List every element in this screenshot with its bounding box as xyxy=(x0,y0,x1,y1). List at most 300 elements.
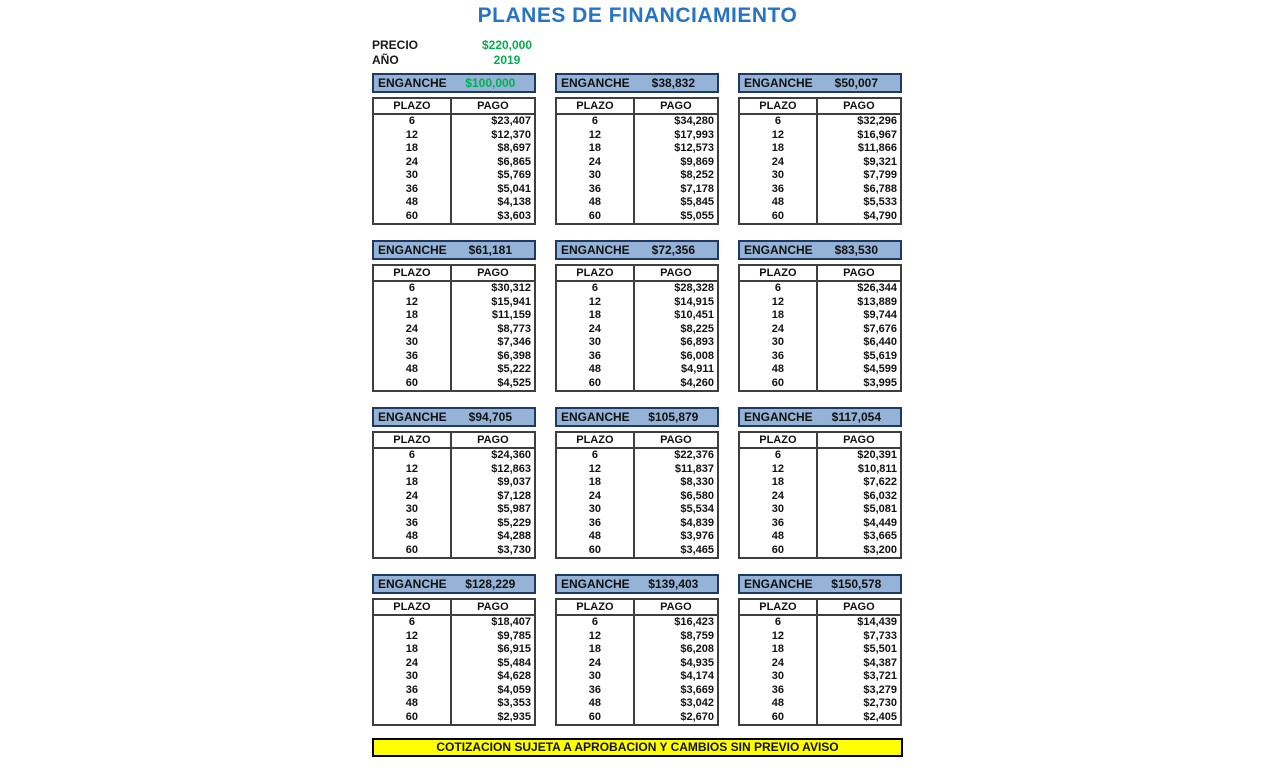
plazo-cell: 48 xyxy=(556,530,634,544)
pago-column-header: PAGO xyxy=(817,599,901,615)
plazo-cell: 36 xyxy=(739,183,817,197)
plazo-cell: 18 xyxy=(739,476,817,490)
pago-cell: $20,391 xyxy=(857,449,897,461)
payment-row xyxy=(556,309,718,323)
pago-cell: $11,159 xyxy=(491,309,531,321)
payment-table xyxy=(738,97,902,225)
enganche-value: $150,578 xyxy=(831,577,882,591)
payment-row xyxy=(373,657,535,671)
payment-row xyxy=(739,670,901,684)
payment-row xyxy=(556,142,718,156)
plazo-cell: 18 xyxy=(556,476,634,490)
payment-row xyxy=(556,169,718,183)
payment-row xyxy=(373,615,535,630)
plazo-cell: 18 xyxy=(556,643,634,657)
plazo-cell: 30 xyxy=(739,336,817,350)
payment-row xyxy=(373,448,535,463)
payment-table-header-row xyxy=(556,432,718,448)
enganche-value: $72,356 xyxy=(651,243,696,257)
plazo-cell: 30 xyxy=(373,503,451,517)
pago-cell: $15,941 xyxy=(491,295,531,308)
payment-row xyxy=(556,210,718,225)
pago-column-header: PAGO xyxy=(451,599,535,615)
payment-row xyxy=(373,114,535,129)
pago-cell: $4,387 xyxy=(863,656,897,669)
plazo-cell: 36 xyxy=(373,183,451,197)
payment-row xyxy=(556,684,718,698)
payment-row xyxy=(556,657,718,671)
payment-row xyxy=(556,503,718,517)
enganche-value: $100,000 xyxy=(465,76,516,90)
pago-cell: $14,915 xyxy=(674,295,714,308)
pago-cell: $16,423 xyxy=(674,616,714,628)
enganche-value: $61,181 xyxy=(468,243,513,257)
payment-row xyxy=(739,517,901,531)
plazo-column-header: PLAZO xyxy=(556,599,634,615)
payment-table xyxy=(555,431,719,559)
price-year-info xyxy=(372,37,903,67)
pago-cell: $6,580 xyxy=(680,489,714,502)
pago-cell: $17,993 xyxy=(674,128,714,141)
pago-cell: $7,733 xyxy=(863,629,897,642)
enganche-label: ENGANCHE xyxy=(561,577,630,591)
payment-row xyxy=(556,530,718,544)
enganche-header xyxy=(555,240,719,260)
payment-row xyxy=(739,530,901,544)
payment-row xyxy=(739,129,901,143)
plazo-cell: 30 xyxy=(373,670,451,684)
payment-row xyxy=(556,363,718,377)
plazo-cell: 30 xyxy=(556,503,634,517)
pago-cell: $6,398 xyxy=(497,349,531,362)
plazo-cell: 60 xyxy=(739,711,817,726)
plazo-cell: 24 xyxy=(373,323,451,337)
pago-cell: $6,032 xyxy=(863,489,897,502)
plazo-cell: 18 xyxy=(373,309,451,323)
plazo-cell: 12 xyxy=(556,296,634,310)
payment-row xyxy=(739,281,901,296)
payment-row xyxy=(373,503,535,517)
plazo-cell: 48 xyxy=(556,697,634,711)
plazo-cell: 18 xyxy=(739,142,817,156)
enganche-label: ENGANCHE xyxy=(744,76,813,90)
enganche-header xyxy=(738,574,902,594)
plazo-cell: 36 xyxy=(556,183,634,197)
payment-row xyxy=(556,476,718,490)
payment-row xyxy=(556,630,718,644)
page-title: PLANES DE FINANCIAMIENTO xyxy=(477,4,798,27)
enganche-label: ENGANCHE xyxy=(744,577,813,591)
payment-row xyxy=(739,615,901,630)
plazo-cell: 18 xyxy=(739,309,817,323)
pago-cell: $6,440 xyxy=(863,336,897,348)
plan-block xyxy=(372,73,536,225)
plazo-column-header: PLAZO xyxy=(556,98,634,114)
payment-row xyxy=(739,336,901,350)
payment-row xyxy=(556,670,718,684)
payment-row xyxy=(373,544,535,559)
payment-row xyxy=(556,544,718,559)
enganche-label: ENGANCHE xyxy=(378,76,447,90)
pago-cell: $5,055 xyxy=(680,209,714,222)
plazo-column-header: PLAZO xyxy=(556,265,634,281)
pago-cell: $12,370 xyxy=(491,128,531,141)
enganche-header xyxy=(372,574,536,594)
payment-table xyxy=(555,97,719,225)
pago-cell: $8,225 xyxy=(680,322,714,335)
enganche-header xyxy=(738,240,902,260)
plazo-cell: 30 xyxy=(556,169,634,183)
payment-row xyxy=(373,463,535,477)
payment-row xyxy=(739,711,901,726)
pago-column-header: PAGO xyxy=(817,432,901,448)
plazo-cell: 12 xyxy=(373,296,451,310)
plazo-cell: 6 xyxy=(373,114,451,129)
plazo-cell: 36 xyxy=(556,517,634,531)
enganche-value: $38,832 xyxy=(651,76,696,90)
plazo-cell: 24 xyxy=(739,657,817,671)
pago-cell: $3,669 xyxy=(680,683,714,696)
enganche-header xyxy=(555,407,719,427)
enganche-value: $50,007 xyxy=(834,76,879,90)
payment-row xyxy=(739,156,901,170)
plazo-cell: 24 xyxy=(556,657,634,671)
pago-cell: $7,622 xyxy=(863,476,897,488)
plazo-column-header: PLAZO xyxy=(373,98,451,114)
payment-row xyxy=(373,309,535,323)
plazo-cell: 6 xyxy=(739,114,817,129)
enganche-value: $94,705 xyxy=(468,410,513,424)
pago-column-header: PAGO xyxy=(451,432,535,448)
plazo-column-header: PLAZO xyxy=(556,432,634,448)
pago-cell: $5,619 xyxy=(863,349,897,362)
plazo-cell: 24 xyxy=(556,323,634,337)
enganche-header xyxy=(738,73,902,93)
plazo-cell: 36 xyxy=(556,350,634,364)
plan-block xyxy=(372,407,536,559)
pago-cell: $8,773 xyxy=(497,322,531,335)
plazo-cell: 60 xyxy=(373,210,451,225)
pago-cell: $9,037 xyxy=(497,476,531,488)
pago-cell: $3,042 xyxy=(680,697,714,709)
pago-cell: $4,449 xyxy=(863,516,897,529)
plan-block xyxy=(372,574,536,726)
plazo-cell: 12 xyxy=(556,630,634,644)
pago-cell: $9,785 xyxy=(497,629,531,642)
pago-cell: $5,769 xyxy=(497,169,531,181)
plan-block xyxy=(555,73,719,225)
pago-cell: $3,279 xyxy=(863,683,897,696)
plazo-cell: 12 xyxy=(739,463,817,477)
payment-row xyxy=(739,476,901,490)
payment-table-header-row xyxy=(373,98,535,114)
payment-table xyxy=(372,97,536,225)
plazo-cell: 6 xyxy=(556,615,634,630)
plazo-cell: 12 xyxy=(373,129,451,143)
payment-row xyxy=(556,463,718,477)
pago-cell: $4,839 xyxy=(680,516,714,529)
payment-row xyxy=(739,142,901,156)
plazo-cell: 24 xyxy=(556,490,634,504)
plazo-cell: 36 xyxy=(373,350,451,364)
payment-table-header-row xyxy=(556,599,718,615)
plazo-cell: 36 xyxy=(739,517,817,531)
pago-cell: $9,321 xyxy=(863,155,897,168)
plazo-cell: 12 xyxy=(739,630,817,644)
plazo-cell: 6 xyxy=(739,281,817,296)
payment-row xyxy=(556,711,718,726)
plazo-cell: 48 xyxy=(373,363,451,377)
payment-row xyxy=(739,114,901,129)
payment-row xyxy=(739,448,901,463)
pago-cell: $8,759 xyxy=(680,629,714,642)
pago-cell: $8,252 xyxy=(680,169,714,181)
pago-cell: $7,128 xyxy=(497,489,531,502)
plazo-cell: 6 xyxy=(556,114,634,129)
plazo-cell: 12 xyxy=(373,630,451,644)
plan-block xyxy=(738,407,902,559)
pago-cell: $5,081 xyxy=(863,503,897,515)
plazo-cell: 24 xyxy=(739,490,817,504)
pago-cell: $3,976 xyxy=(680,530,714,542)
plazo-cell: 30 xyxy=(739,503,817,517)
payment-table xyxy=(555,598,719,726)
payment-table-header-row xyxy=(556,98,718,114)
plazo-cell: 36 xyxy=(556,684,634,698)
pago-cell: $9,744 xyxy=(863,309,897,321)
plazo-cell: 18 xyxy=(373,643,451,657)
pago-cell: $6,208 xyxy=(680,643,714,655)
pago-cell: $24,360 xyxy=(491,449,531,461)
plazo-cell: 60 xyxy=(373,711,451,726)
payment-table xyxy=(738,264,902,392)
pago-cell: $8,697 xyxy=(497,142,531,154)
payment-row xyxy=(556,296,718,310)
enganche-label: ENGANCHE xyxy=(561,410,630,424)
plans-grid xyxy=(372,73,903,726)
payment-row xyxy=(739,350,901,364)
pago-cell: $16,967 xyxy=(857,128,897,141)
pago-cell: $23,407 xyxy=(491,115,531,127)
pago-column-header: PAGO xyxy=(817,265,901,281)
payment-row xyxy=(739,377,901,392)
pago-cell: $3,465 xyxy=(680,543,714,556)
plan-block xyxy=(555,574,719,726)
enganche-label: ENGANCHE xyxy=(378,577,447,591)
payment-row xyxy=(739,363,901,377)
anio-row xyxy=(372,52,903,67)
pago-cell: $13,889 xyxy=(857,295,897,308)
plazo-cell: 48 xyxy=(373,697,451,711)
pago-cell: $7,676 xyxy=(863,322,897,335)
payment-row xyxy=(373,210,535,225)
enganche-label: ENGANCHE xyxy=(744,410,813,424)
plazo-cell: 18 xyxy=(556,142,634,156)
anio-value: 2019 xyxy=(493,52,521,67)
pago-cell: $2,670 xyxy=(680,710,714,723)
pago-cell: $10,811 xyxy=(857,462,897,475)
plazo-cell: 12 xyxy=(739,296,817,310)
payment-table xyxy=(372,264,536,392)
enganche-value: $128,229 xyxy=(465,577,516,591)
pago-cell: $8,330 xyxy=(680,476,714,488)
pago-cell: $3,995 xyxy=(863,376,897,389)
payment-table xyxy=(738,598,902,726)
pago-cell: $4,059 xyxy=(497,683,531,696)
payment-row xyxy=(556,196,718,210)
pago-cell: $4,911 xyxy=(680,363,714,375)
plazo-cell: 30 xyxy=(739,670,817,684)
pago-column-header: PAGO xyxy=(634,432,718,448)
enganche-value: $139,403 xyxy=(648,577,699,591)
pago-cell: $22,376 xyxy=(674,449,714,461)
plazo-column-header: PLAZO xyxy=(373,265,451,281)
payment-table xyxy=(738,431,902,559)
plan-block xyxy=(555,240,719,392)
payment-row xyxy=(556,281,718,296)
payment-row xyxy=(556,448,718,463)
plazo-cell: 60 xyxy=(373,377,451,392)
enganche-header xyxy=(738,407,902,427)
plazo-cell: 6 xyxy=(556,448,634,463)
payment-row xyxy=(373,643,535,657)
plan-block xyxy=(738,73,902,225)
payment-row xyxy=(373,281,535,296)
payment-row xyxy=(739,210,901,225)
pago-cell: $4,599 xyxy=(863,363,897,375)
plazo-cell: 24 xyxy=(373,657,451,671)
plazo-column-header: PLAZO xyxy=(739,98,817,114)
pago-cell: $4,138 xyxy=(497,196,531,208)
payment-row xyxy=(739,196,901,210)
plazo-cell: 36 xyxy=(739,684,817,698)
pago-cell: $6,915 xyxy=(497,643,531,655)
payment-row xyxy=(373,630,535,644)
plazo-cell: 60 xyxy=(556,544,634,559)
payment-row xyxy=(739,503,901,517)
plazo-cell: 12 xyxy=(373,463,451,477)
payment-row xyxy=(739,630,901,644)
payment-row xyxy=(373,377,535,392)
plazo-cell: 60 xyxy=(556,711,634,726)
precio-value: $220,000 xyxy=(481,37,533,52)
plazo-cell: 24 xyxy=(739,323,817,337)
plazo-cell: 6 xyxy=(739,448,817,463)
enganche-label: ENGANCHE xyxy=(561,243,630,257)
plan-block xyxy=(738,240,902,392)
pago-cell: $4,525 xyxy=(497,376,531,389)
plazo-cell: 24 xyxy=(556,156,634,170)
pago-cell: $4,790 xyxy=(863,209,897,222)
plazo-cell: 60 xyxy=(556,210,634,225)
plazo-cell: 30 xyxy=(739,169,817,183)
plazo-cell: 12 xyxy=(556,463,634,477)
payment-row xyxy=(739,643,901,657)
pago-cell: $3,730 xyxy=(497,543,531,556)
plazo-column-header: PLAZO xyxy=(739,265,817,281)
payment-row xyxy=(739,309,901,323)
enganche-label: ENGANCHE xyxy=(561,76,630,90)
enganche-value: $105,879 xyxy=(648,410,699,424)
plazo-cell: 36 xyxy=(373,517,451,531)
pago-cell: $10,451 xyxy=(674,309,714,321)
disclaimer-banner: COTIZACION SUJETA A APROBACION Y CAMBIOS SIN PREVIO AVISO xyxy=(372,738,903,757)
payment-row xyxy=(373,476,535,490)
enganche-header xyxy=(555,73,719,93)
pago-column-header: PAGO xyxy=(451,265,535,281)
enganche-header xyxy=(372,407,536,427)
enganche-header xyxy=(372,240,536,260)
plazo-cell: 48 xyxy=(739,196,817,210)
pago-cell: $4,174 xyxy=(680,670,714,682)
pago-cell: $7,178 xyxy=(680,182,714,195)
pago-column-header: PAGO xyxy=(634,599,718,615)
payment-row xyxy=(556,114,718,129)
payment-table-header-row xyxy=(739,432,901,448)
pago-column-header: PAGO xyxy=(451,98,535,114)
pago-cell: $11,837 xyxy=(674,462,714,475)
plazo-cell: 60 xyxy=(556,377,634,392)
payment-row xyxy=(739,183,901,197)
payment-row xyxy=(739,169,901,183)
payment-row xyxy=(373,323,535,337)
pago-cell: $26,344 xyxy=(857,282,897,294)
plazo-cell: 48 xyxy=(373,530,451,544)
payment-table-header-row xyxy=(373,432,535,448)
payment-row xyxy=(739,490,901,504)
pago-cell: $5,534 xyxy=(680,503,714,515)
pago-cell: $9,869 xyxy=(680,155,714,168)
plazo-cell: 48 xyxy=(739,697,817,711)
pago-cell: $7,346 xyxy=(497,336,531,348)
payment-row xyxy=(373,697,535,711)
pago-cell: $12,863 xyxy=(491,462,531,475)
plan-block xyxy=(372,240,536,392)
plazo-cell: 30 xyxy=(373,336,451,350)
pago-cell: $5,222 xyxy=(497,363,531,375)
payment-row xyxy=(373,336,535,350)
pago-cell: $2,730 xyxy=(863,697,897,709)
payment-row xyxy=(739,684,901,698)
plan-block xyxy=(555,407,719,559)
plazo-cell: 24 xyxy=(739,156,817,170)
payment-row xyxy=(739,697,901,711)
pago-cell: $5,987 xyxy=(497,503,531,515)
payment-table-header-row xyxy=(373,599,535,615)
payment-row xyxy=(373,142,535,156)
pago-column-header: PAGO xyxy=(817,98,901,114)
plazo-cell: 24 xyxy=(373,156,451,170)
plazo-cell: 30 xyxy=(373,169,451,183)
pago-cell: $4,288 xyxy=(497,530,531,542)
payment-row xyxy=(556,517,718,531)
precio-label: PRECIO xyxy=(372,37,419,52)
plazo-cell: 18 xyxy=(373,142,451,156)
plazo-cell: 6 xyxy=(373,448,451,463)
payment-row xyxy=(556,490,718,504)
payment-row xyxy=(373,684,535,698)
payment-row xyxy=(739,463,901,477)
pago-cell: $3,200 xyxy=(863,543,897,556)
plazo-column-header: PLAZO xyxy=(373,599,451,615)
plazo-cell: 60 xyxy=(739,210,817,225)
payment-row xyxy=(556,183,718,197)
payment-row xyxy=(373,517,535,531)
pago-cell: $5,845 xyxy=(680,196,714,208)
payment-row xyxy=(373,156,535,170)
payment-table-header-row xyxy=(373,265,535,281)
pago-cell: $34,280 xyxy=(674,115,714,127)
